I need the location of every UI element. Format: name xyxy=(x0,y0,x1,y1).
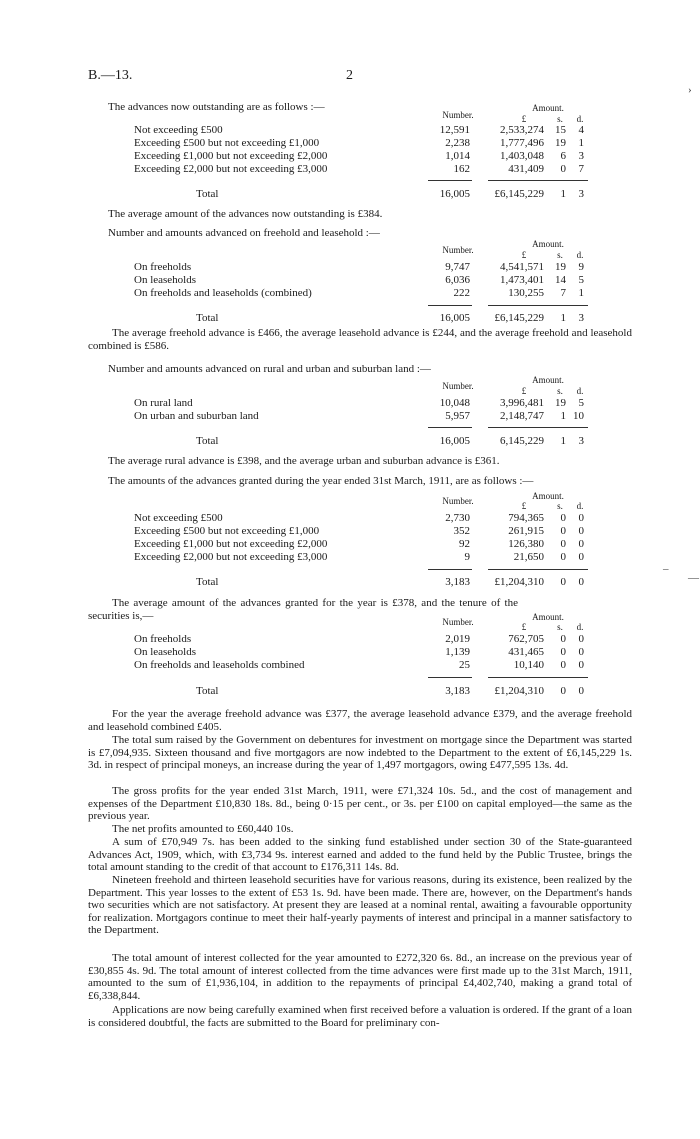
header-shillings: s. xyxy=(557,622,563,632)
header-shillings: s. xyxy=(557,114,563,124)
body-paragraph: Applications are now being carefully examined when first received before a valuation is ordered. If the grant of a loan is considered doubtful, the facts are submitted to the Board for preliminary con- xyxy=(88,1004,632,1029)
table-row: On rural land 10,048 3,996,481 19 5 xyxy=(134,397,584,409)
table-row: Exceeding £2,000 but not exceeding £3,000 162 431,409 0 7 xyxy=(134,163,584,175)
header-number: Number. xyxy=(442,496,474,506)
header-pounds: £ xyxy=(521,501,527,511)
table-row: Exceeding £1,000 but not exceeding £2,000 1,014 1,403,048 6 3 xyxy=(134,150,584,162)
header-amount: Amount. xyxy=(532,375,564,385)
section-intro: The amounts of the advances granted during the year ended 31st March, 1911, are as follows :— xyxy=(108,475,534,487)
table-row: Exceeding £500 but not exceeding £1,000 352 261,915 0 0 xyxy=(134,525,584,537)
body-paragraph: The gross profits for the year ended 31st March, 1911, were £71,324 10s. 5d., and the cost of management and expenses of the Department £10,830 18s. 8d., being 0·15 per cent., or 3s. per £100 on capital employed—the same as the previous year. xyxy=(88,785,632,823)
body-paragraph: The total sum raised by the Government on debentures for investment on mortgage since the Department was started is £7,094,935. Sixteen thousand and five mortgagors are now indebted to the Department to the extent of £6,145,229 1s. 3d. in respect of principal moneys, an increase during the year of 1,497 mortgagors, owing £477,595 13s. 4d. xyxy=(88,734,632,772)
section-intro: Number and amounts advanced on freehold and leasehold :— xyxy=(108,227,380,239)
section-note: The average amount of the advances now outstanding is £384. xyxy=(108,208,383,220)
table-row: Exceeding £1,000 but not exceeding £2,000 92 126,380 0 0 xyxy=(134,538,584,550)
header-amount: Amount. xyxy=(532,103,564,113)
body-paragraph: A sum of £70,949 7s. has been added to the sinking fund established under section 30 of the State-guaranteed Advances Act, 1909, which, with £3,734 9s. interest earned and added to the fund held by the Public Trustee, brings the total amount standing to the credit of that account to £176,311 14s. 8d. xyxy=(88,836,632,874)
header-amount: Amount. xyxy=(532,491,564,501)
header-pence: d. xyxy=(576,250,584,260)
header-amount: Amount. xyxy=(532,239,564,249)
page-number: 2 xyxy=(346,68,353,83)
header-amount: Amount. xyxy=(532,612,564,622)
section-note: The average rural advance is £398, and the average urban and suburban advance is £361. xyxy=(108,455,500,467)
document-reference: B.—13. xyxy=(88,68,133,83)
header-number: Number. xyxy=(442,110,474,120)
header-pounds: £ xyxy=(521,114,527,124)
header-shillings: s. xyxy=(557,250,563,260)
total-row: Total 3,183 £1,204,310 0 0 xyxy=(196,576,584,588)
header-pence: d. xyxy=(576,386,584,396)
header-pounds: £ xyxy=(521,386,527,396)
table-row: Exceeding £500 but not exceeding £1,000 2,238 1,777,496 19 1 xyxy=(134,137,584,149)
table-row: Not exceeding £500 2,730 794,365 0 0 xyxy=(134,512,584,524)
header-shillings: s. xyxy=(557,386,563,396)
section-intro: Number and amounts advanced on rural and urban and suburban land :— xyxy=(108,363,431,375)
edge-mark: — xyxy=(688,572,699,584)
header-number: Number. xyxy=(442,617,474,627)
total-row: Total 16,005 6,145,229 1 3 xyxy=(196,435,584,447)
header-number: Number. xyxy=(442,381,474,391)
header-number: Number. xyxy=(442,245,474,255)
table-row: Exceeding £2,000 but not exceeding £3,000 9 21,650 0 0 xyxy=(134,551,584,563)
table-row: On leaseholds 6,036 1,473,401 14 5 xyxy=(134,274,584,286)
section-note: The average amount of the advances granted for the year is £378, and the tenure of the securities is,— xyxy=(88,597,518,622)
total-row: Total 16,005 £6,145,229 1 3 xyxy=(196,188,584,200)
total-row: Total 16,005 £6,145,229 1 3 xyxy=(196,312,584,324)
header-shillings: s. xyxy=(557,501,563,511)
table-row: On urban and suburban land 5,957 2,148,747 1 10 xyxy=(134,410,584,422)
table-row: On freeholds and leaseholds (combined) 222 130,255 7 1 xyxy=(134,287,584,299)
header-pence: d. xyxy=(576,622,584,632)
body-paragraph: The net profits amounted to £60,440 10s. xyxy=(112,823,294,835)
section-intro: The advances now outstanding are as follows :— xyxy=(108,101,325,113)
edge-mark: – xyxy=(663,563,669,575)
body-paragraph: Nineteen freehold and thirteen leasehold securities have for various reasons, during its existence, been realized by the Department. This year losses to the extent of £53 1s. 9d. have been made. There are, however, on the Department's hands two securities which are not satisfactory. At present they are leased at a nominal rental, awaiting a favourable opportunity for realization. Mortgagors continue to meet their half-yearly payments of interest and principal in a manner satisfactory to the Department. xyxy=(88,874,632,937)
header-pounds: £ xyxy=(521,250,527,260)
table-row: On freeholds 2,019 762,705 0 0 xyxy=(134,633,584,645)
header-pounds: £ xyxy=(521,622,527,632)
table-row: On freeholds and leaseholds combined 25 10,140 0 0 xyxy=(134,659,584,671)
header-pence: d. xyxy=(576,501,584,511)
table-row: Not exceeding £500 12,591 2,533,274 15 4 xyxy=(134,124,584,136)
total-row: Total 3,183 £1,204,310 0 0 xyxy=(196,685,584,697)
table-row: On leaseholds 1,139 431,465 0 0 xyxy=(134,646,584,658)
section-note: The average freehold advance is £466, the average leasehold advance is £244, and the average freehold and leasehold combined is £586. xyxy=(88,327,632,352)
body-paragraph: The total amount of interest collected for the year amounted to £272,320 6s. 8d., an increase on the previous year of £30,855 4s. 9d. The total amount of interest collected from the time advances were first made up to the 31st March, 1911, amounted to the sum of £1,936,104, in addition to the repayments of principal £4,402,740, making a grand total of £6,338,844. xyxy=(88,952,632,1002)
edge-mark: › xyxy=(688,84,692,96)
body-paragraph: For the year the average freehold advance was £377, the average leasehold advance £379, and the average freehold and leasehold combined £405. xyxy=(88,708,632,733)
header-pence: d. xyxy=(576,114,584,124)
table-row: On freeholds 9,747 4,541,571 19 9 xyxy=(134,261,584,273)
